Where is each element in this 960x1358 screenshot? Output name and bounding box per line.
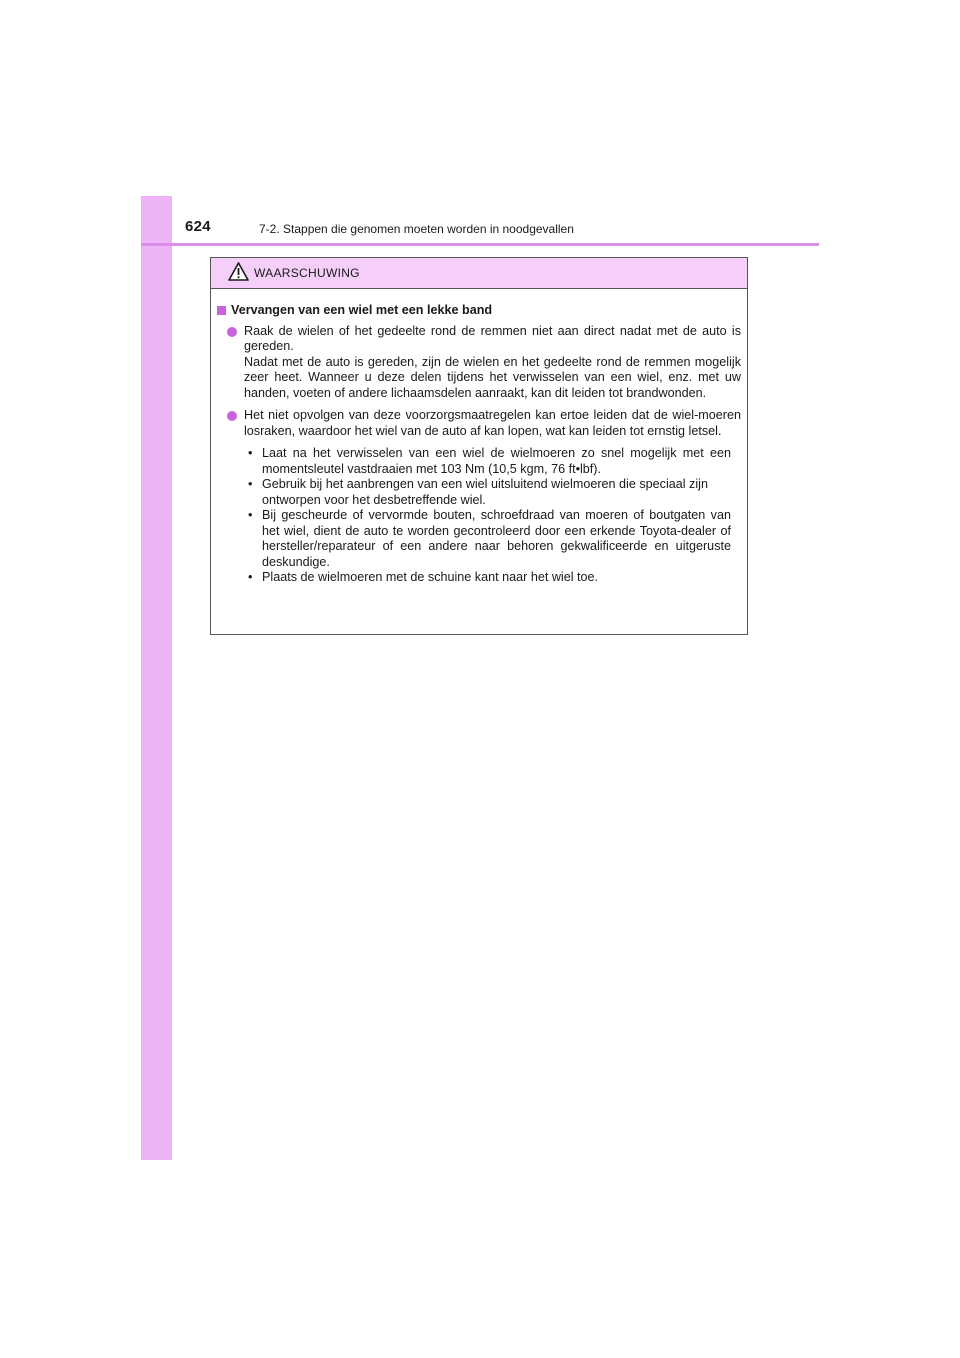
warning-heading-text: Vervangen van een wiel met een lekke band bbox=[231, 303, 493, 317]
warning-item-text: Raak de wielen of het gedeelte rond de remmen niet aan direct nadat met de auto is gereden. bbox=[244, 323, 741, 353]
bullet-dot-icon: • bbox=[248, 570, 253, 584]
bullet-dot-icon: • bbox=[248, 508, 253, 522]
bullet-text: Plaats de wielmoeren met de schuine kant naar het wiel toe. bbox=[262, 570, 599, 584]
bullet-list bbox=[244, 446, 741, 586]
warning-item bbox=[217, 324, 741, 402]
side-tab bbox=[141, 196, 172, 1160]
list-item bbox=[244, 508, 741, 570]
warning-item-text: Nadat met de auto is gereden, zijn de wielen en het gedeelte rond de remmen mogelijk zeer heet. Wanneer u deze delen tijdens het verwisselen van een wiel, enz. met uw handen, voeten of andere lichaamsdelen aanraakt, kan dit leiden tot brandwonden. bbox=[244, 354, 741, 400]
warning-triangle-icon bbox=[228, 262, 249, 281]
list-item bbox=[244, 570, 741, 586]
section-title: 7-2. Stappen die genomen moeten worden in noodgevallen bbox=[259, 222, 574, 236]
bullet-text: Bij gescheurde of vervormde bouten, schroefdraad van moeren of boutgaten van het wiel, dient de auto te worden gecontroleerd door een erkende Toyota-dealer of hersteller/reparateur of een andere naar behoren gekwalificeerde en uitgeruste deskundige. bbox=[262, 508, 731, 569]
list-item bbox=[244, 446, 741, 477]
warning-label: WAARSCHUWING bbox=[254, 266, 360, 280]
square-bullet-icon bbox=[217, 306, 226, 315]
warning-box bbox=[210, 257, 748, 635]
warning-subheading bbox=[217, 303, 741, 319]
bullet-text: Laat na het verwisselen van een wiel de wielmoeren zo snel mogelijk met een momentsleutel vastdraaien met 103 Nm (10,5 kgm, 76 ft•lbf). bbox=[262, 446, 731, 476]
bullet-dot-icon: • bbox=[248, 477, 253, 491]
round-bullet-icon bbox=[227, 411, 237, 421]
round-bullet-icon bbox=[227, 327, 237, 337]
warning-body bbox=[211, 289, 747, 586]
header-rule bbox=[141, 243, 819, 246]
warning-item bbox=[217, 408, 741, 439]
list-item bbox=[244, 477, 741, 508]
bullet-dot-icon: • bbox=[248, 446, 253, 460]
page-number: 624 bbox=[185, 218, 211, 235]
bullet-text: Gebruik bij het aanbrengen van een wiel uitsluitend wielmoeren die speciaal zijn ontworpen voor het desbetreffende wiel. bbox=[262, 477, 708, 507]
warning-header bbox=[211, 258, 747, 289]
warning-item-text: Het niet opvolgen van deze voorzorgsmaatregelen kan ertoe leiden dat de wiel-moeren losraken, waardoor het wiel van de auto af kan lopen, wat kan leiden tot ernstig letsel. bbox=[244, 408, 741, 438]
